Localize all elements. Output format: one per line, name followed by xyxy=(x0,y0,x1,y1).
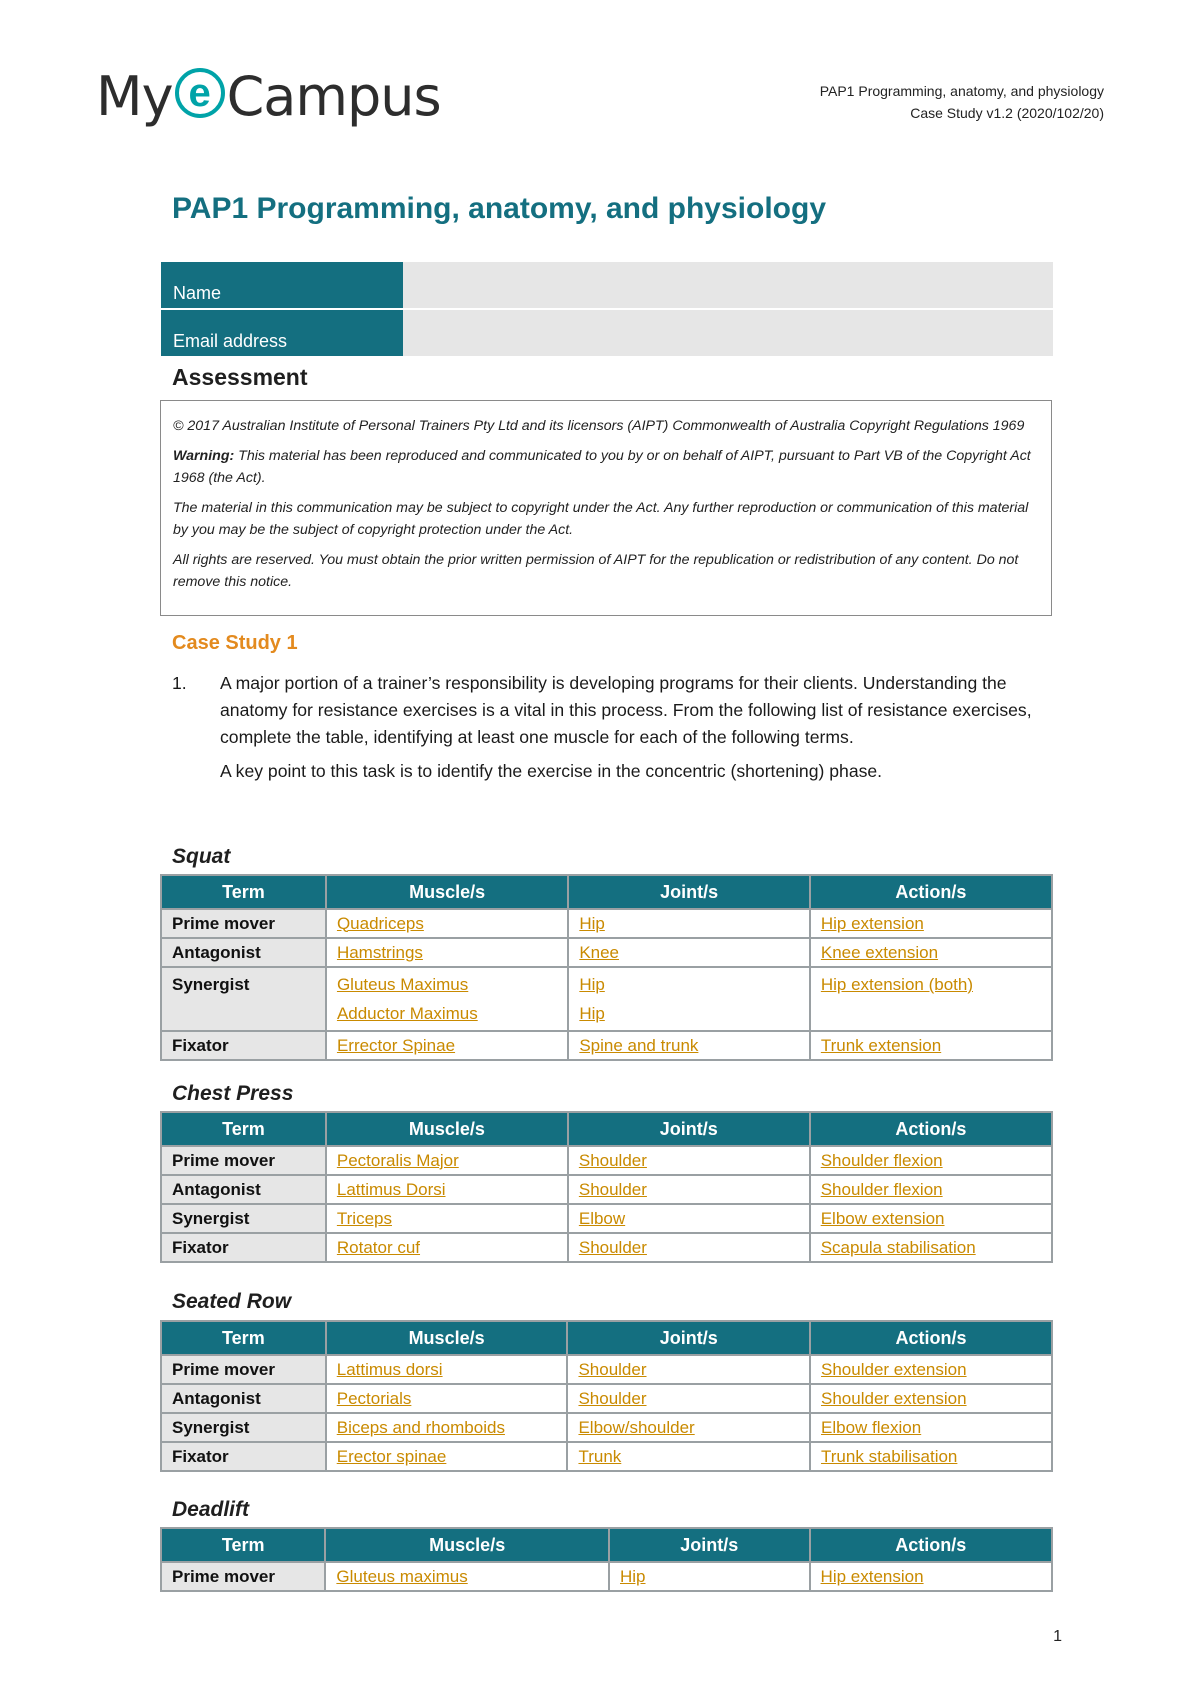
squat-table xyxy=(160,874,1053,1061)
deadlift-label: Deadlift xyxy=(172,1498,250,1521)
deadlift-table xyxy=(160,1527,1053,1592)
action-cell[interactable]: Elbow flexion xyxy=(810,1413,1052,1442)
joint-cell[interactable]: Shoulder xyxy=(568,1233,810,1262)
joint-line-1: Hip xyxy=(579,975,605,994)
col-muscle: Muscle/s xyxy=(326,1321,568,1355)
col-term: Term xyxy=(161,1528,325,1562)
warning-text: This material has been reproduced and communicated to you by or on behalf of AIPT, pursuant to Part VB of the Copyright Act 1968 (the Act). xyxy=(173,448,1031,486)
muscle-cell[interactable]: Rotator cuf xyxy=(326,1233,568,1262)
name-field[interactable] xyxy=(403,262,1053,308)
squat-label: Squat xyxy=(172,845,231,868)
muscle-cell[interactable]: Gluteus maximus xyxy=(325,1562,609,1591)
muscle-cell[interactable]: Hamstrings xyxy=(326,938,568,967)
muscle-cell[interactable]: Quadriceps xyxy=(326,909,568,938)
term-cell: Fixator xyxy=(161,1031,326,1060)
col-muscle: Muscle/s xyxy=(326,1112,568,1146)
logo-e-icon: e xyxy=(175,68,225,118)
col-action: Action/s xyxy=(810,1528,1052,1562)
term-cell: Synergist xyxy=(161,1413,326,1442)
case-study-heading: Case Study 1 xyxy=(172,632,298,654)
question-para-1: A major portion of a trainer’s responsibility is developing programs for their clients. Understanding the anatomy for resistance exercises is a vital in this process. From the following list of resistance exercises, complete the table, identifying at least one muscle for each of the following terms. xyxy=(220,673,1032,747)
warning-label: Warning: xyxy=(173,448,235,464)
chest-press-label: Chest Press xyxy=(172,1082,294,1105)
mycampus-logo xyxy=(96,64,441,128)
muscle-line-1: Gluteus Maximus xyxy=(336,975,469,994)
col-joint: Joint/s xyxy=(568,875,810,909)
col-joint: Joint/s xyxy=(567,1321,810,1355)
muscle-line-2: Adductor Maximus xyxy=(336,1004,478,1023)
muscle-cell[interactable]: Biceps and rhomboids xyxy=(326,1413,568,1442)
seated-row-label: Seated Row xyxy=(172,1290,292,1313)
action-cell[interactable]: Hip extension xyxy=(810,909,1052,938)
muscle-cell[interactable]: Lattimus Dorsi xyxy=(326,1175,568,1204)
action-line: Hip extension (both) xyxy=(820,975,973,994)
header-version: Case Study v1.2 (2020/102/20) xyxy=(910,105,1104,121)
term-cell: Fixator xyxy=(161,1233,326,1262)
question-number: 1. xyxy=(172,673,187,693)
copyright-p4: All rights are reserved. You must obtain the prior written permission of AIPT for the republication or redistribution of any content. Do not remove this notice. xyxy=(173,552,1019,590)
muscle-cell[interactable]: Pectoralis Major xyxy=(326,1146,568,1175)
joint-cell[interactable]: Trunk xyxy=(567,1442,810,1471)
joint-cell[interactable]: Shoulder xyxy=(567,1355,810,1384)
table-row xyxy=(161,1146,1052,1175)
action-cell[interactable]: Trunk stabilisation xyxy=(810,1442,1052,1471)
term-cell: Prime mover xyxy=(161,909,326,938)
joint-cell[interactable]: Shoulder xyxy=(568,1146,810,1175)
term-cell: Antagonist xyxy=(161,938,326,967)
question-para-2: A key point to this task is to identify the exercise in the concentric (shortening) phase. xyxy=(220,761,883,781)
col-term: Term xyxy=(161,1321,326,1355)
muscle-cell[interactable]: Lattimus dorsi xyxy=(326,1355,568,1384)
table-row xyxy=(161,967,1052,1031)
col-term: Term xyxy=(161,875,326,909)
header-course: PAP1 Programming, anatomy, and physiology xyxy=(819,83,1104,99)
col-muscle: Muscle/s xyxy=(326,875,568,909)
action-cell[interactable]: Hip extension xyxy=(810,1562,1052,1591)
action-cell[interactable]: Shoulder flexion xyxy=(810,1175,1052,1204)
identity-table xyxy=(161,260,1053,358)
action-cell[interactable]: Elbow extension xyxy=(810,1204,1052,1233)
joint-cell[interactable]: Hip xyxy=(609,1562,810,1591)
term-cell: Antagonist xyxy=(161,1175,326,1204)
action-cell[interactable]: Shoulder extension xyxy=(810,1355,1052,1384)
term-cell: Prime mover xyxy=(161,1146,326,1175)
table-row xyxy=(161,1031,1052,1060)
action-cell[interactable]: Scapula stabilisation xyxy=(810,1233,1052,1262)
action-cell[interactable]: Shoulder extension xyxy=(810,1384,1052,1413)
table-row xyxy=(161,1384,1052,1413)
joint-line-2: Hip xyxy=(579,1004,605,1023)
joint-cell[interactable]: Hip xyxy=(568,909,810,938)
copyright-notice xyxy=(160,400,1052,616)
chest-press-table xyxy=(160,1111,1053,1263)
action-cell[interactable] xyxy=(810,967,1052,1031)
term-cell: Fixator xyxy=(161,1442,326,1471)
col-term: Term xyxy=(161,1112,326,1146)
logo-campus: Campus xyxy=(226,64,441,128)
page-number: 1 xyxy=(1053,1628,1062,1645)
copyright-p1: © 2017 Australian Institute of Personal Trainers Pty Ltd and its licensors (AIPT) Commonwealth of Australia Copyright Regulations 1969 xyxy=(173,418,1025,434)
page-title: PAP1 Programming, anatomy, and physiology xyxy=(172,192,827,225)
col-muscle: Muscle/s xyxy=(325,1528,609,1562)
muscle-cell[interactable]: Errector Spinae xyxy=(326,1031,568,1060)
action-cell[interactable]: Shoulder flexion xyxy=(810,1146,1052,1175)
copyright-p3: The material in this communication may be subject to copyright under the Act. Any further reproduction or communication of this material by you may be the subject of copyright protection under the Act. xyxy=(173,500,1029,538)
muscle-cell[interactable]: Triceps xyxy=(326,1204,568,1233)
copyright-p2 xyxy=(173,445,1039,489)
joint-cell[interactable]: Spine and trunk xyxy=(568,1031,810,1060)
col-joint: Joint/s xyxy=(609,1528,810,1562)
joint-cell[interactable]: Elbow xyxy=(568,1204,810,1233)
table-row xyxy=(161,1233,1052,1262)
header-meta xyxy=(820,80,1104,124)
joint-cell[interactable]: Shoulder xyxy=(568,1175,810,1204)
joint-cell[interactable]: Knee xyxy=(568,938,810,967)
name-label: Name xyxy=(161,262,403,308)
term-cell: Synergist xyxy=(161,1204,326,1233)
action-cell[interactable]: Trunk extension xyxy=(810,1031,1052,1060)
term-cell: Prime mover xyxy=(161,1355,326,1384)
table-row xyxy=(161,1562,1052,1591)
assessment-heading: Assessment xyxy=(172,364,308,390)
email-label: Email address xyxy=(161,310,403,356)
col-action: Action/s xyxy=(810,1321,1052,1355)
muscle-cell[interactable]: Pectorials xyxy=(326,1384,568,1413)
table-row xyxy=(161,938,1052,967)
muscle-cell[interactable]: Erector spinae xyxy=(326,1442,568,1471)
term-cell: Prime mover xyxy=(161,1562,325,1591)
table-row xyxy=(161,1413,1052,1442)
term-cell: Synergist xyxy=(161,967,326,1031)
col-joint: Joint/s xyxy=(568,1112,810,1146)
col-action: Action/s xyxy=(810,875,1052,909)
table-row xyxy=(161,1355,1052,1384)
joint-cell[interactable] xyxy=(568,967,810,1031)
table-row xyxy=(161,1175,1052,1204)
table-row xyxy=(161,1442,1052,1471)
email-field[interactable] xyxy=(403,310,1053,356)
logo-my: My xyxy=(96,64,173,128)
term-cell: Antagonist xyxy=(161,1384,326,1413)
table-row xyxy=(161,1204,1052,1233)
seated-row-table xyxy=(160,1320,1053,1472)
muscle-cell[interactable] xyxy=(326,967,568,1031)
question-1 xyxy=(172,670,1052,792)
joint-cell[interactable]: Shoulder xyxy=(567,1384,810,1413)
col-action: Action/s xyxy=(810,1112,1052,1146)
table-row xyxy=(161,909,1052,938)
action-cell[interactable]: Knee extension xyxy=(810,938,1052,967)
joint-cell[interactable]: Elbow/shoulder xyxy=(567,1413,810,1442)
